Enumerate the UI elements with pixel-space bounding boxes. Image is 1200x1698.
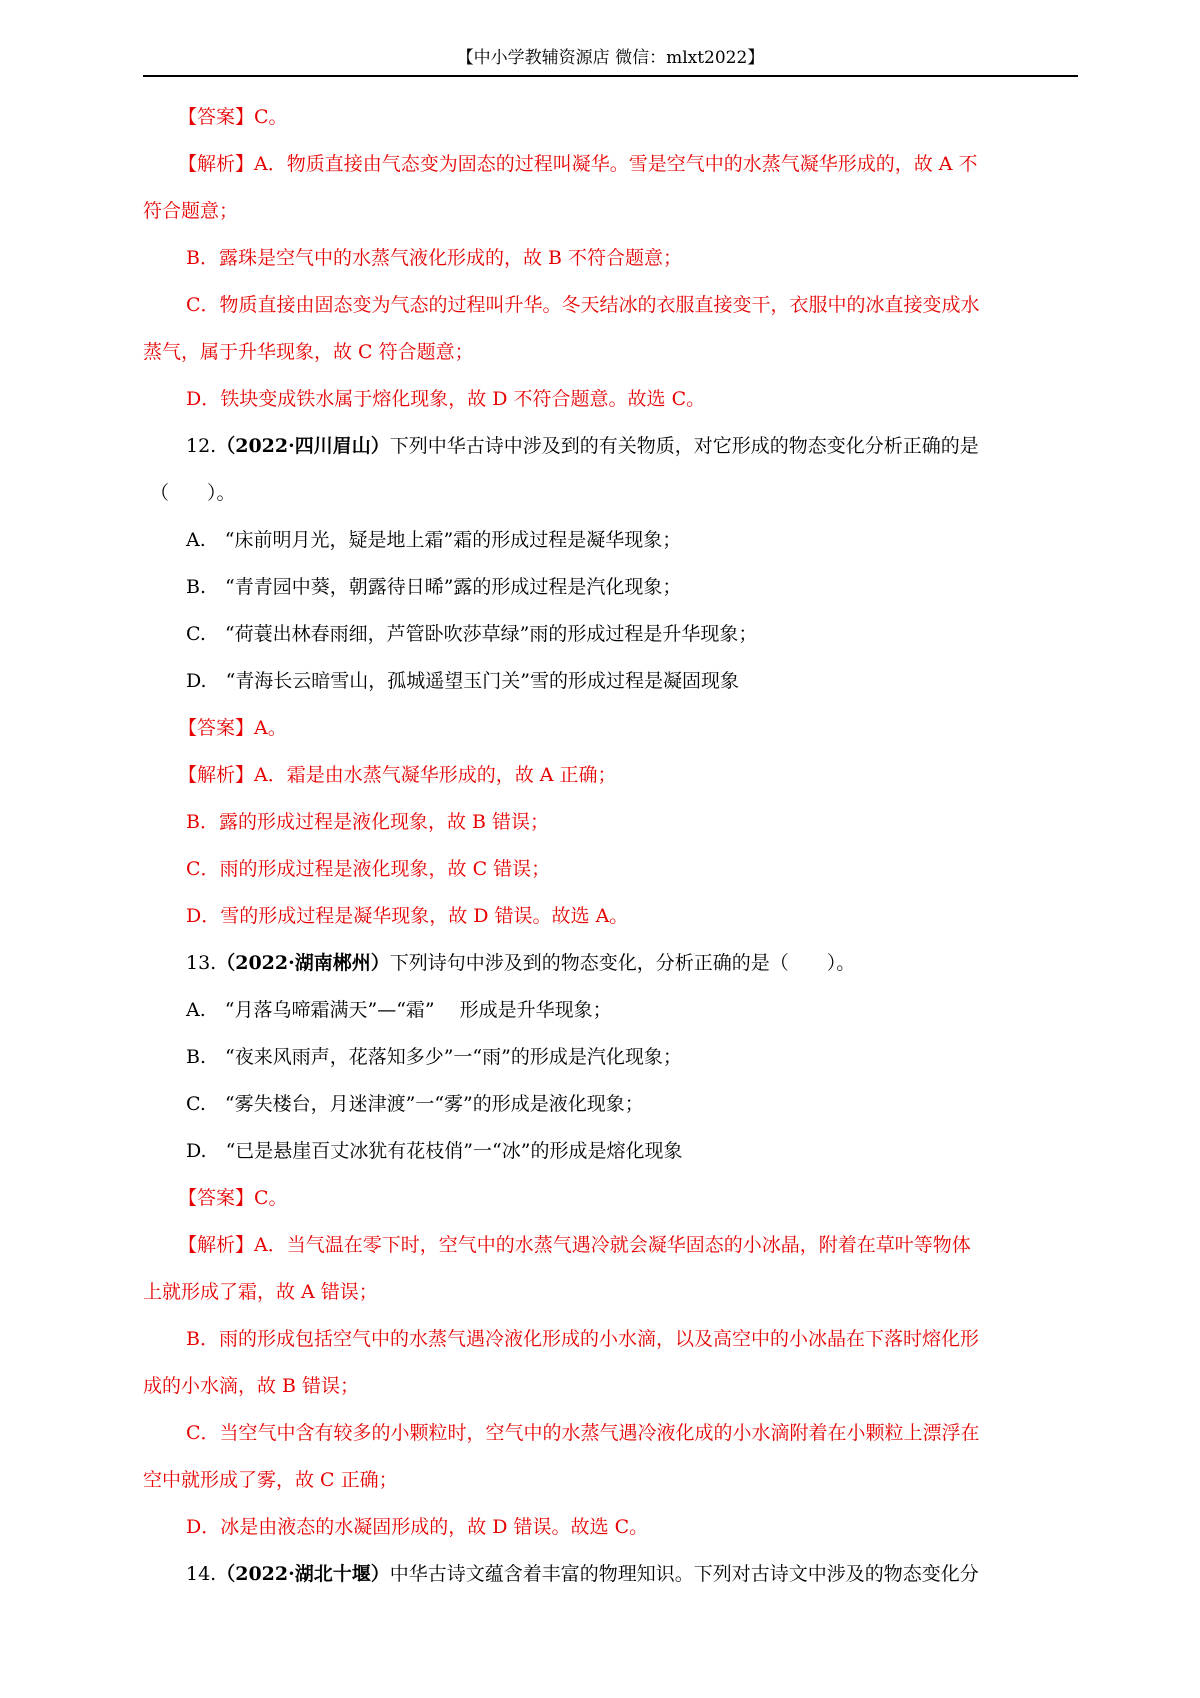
- header-divider: [143, 75, 1078, 77]
- question-line: [186, 1561, 979, 1587]
- answer-line: [178, 762, 617, 788]
- answer-line: [143, 1467, 398, 1493]
- text-line: [186, 1138, 682, 1164]
- answer-line: [186, 292, 980, 318]
- line-text: A. “床前明月光，疑是地上霜”霜的形成过程是凝华现象；: [186, 529, 682, 551]
- line-text: B．雨的形成包括空气中的水蒸气遇冷液化形成的小水滴，以及高空中的小冰晶在下落时熔化形: [186, 1328, 979, 1350]
- line-text: 空中就形成了雾，故 C 正确；: [143, 1469, 398, 1491]
- line-text: 14.: [186, 1563, 217, 1585]
- text-line: [150, 480, 236, 506]
- question-source: （2022·湖南郴州）: [216, 952, 390, 974]
- text-line: [186, 621, 757, 647]
- text-line: [186, 997, 612, 1023]
- line-text: 【解析】A．当气温在零下时，空气中的水蒸气遇冷就会凝华固态的小冰晶，附着在草叶等物体: [178, 1234, 971, 1256]
- line-text: C．雨的形成过程是液化现象，故 C 错误；: [186, 858, 551, 880]
- page-header: 【中小学教辅资源店 微信：mlxt2022】: [456, 48, 765, 68]
- line-text: B. “夜来风雨声，花落知多少”一“雨”的形成是汽化现象；: [186, 1046, 682, 1068]
- answer-line: [186, 1326, 979, 1352]
- line-text: C．当空气中含有较多的小颗粒时，空气中的水蒸气遇冷液化成的小水滴附着在小颗粒上漂浮在: [186, 1422, 980, 1444]
- answer-line: [143, 339, 474, 365]
- answer-line: [178, 715, 287, 741]
- answer-line: [186, 245, 682, 271]
- text-line: [186, 668, 739, 694]
- question-text: 下列诗句中涉及到的物态变化，分析正确的是（ ）。: [389, 952, 856, 974]
- question-source: （2022·湖北十堰）: [216, 1563, 390, 1585]
- line-text: 【解析】A．物质直接由气态变为固态的过程叫凝华。雪是空气中的水蒸气凝华形成的，故 A 不: [178, 153, 978, 175]
- line-text: 13.: [186, 952, 217, 974]
- line-text: 【答案】C。: [178, 106, 288, 128]
- text-line: [186, 527, 681, 553]
- line-text: C．物质直接由固态变为气态的过程叫升华。冬天结冰的衣服直接变干，衣服中的冰直接变成水: [186, 294, 980, 316]
- answer-line: [143, 1279, 378, 1305]
- line-text: 蒸气，属于升华现象，故 C 符合题意；: [143, 341, 474, 363]
- question-line: [186, 950, 855, 976]
- answer-line: [186, 809, 549, 835]
- answer-line: [186, 856, 550, 882]
- answer-line: [143, 1373, 359, 1399]
- line-text: D. “已是悬崖百丈冰犹有花枝俏”一“冰”的形成是熔化现象: [186, 1140, 683, 1162]
- line-text: （ ）。: [150, 482, 236, 504]
- line-text: D．冰是由液态的水凝固形成的，故 D 错误。故选 C。: [186, 1516, 649, 1538]
- line-text: 12.: [186, 435, 217, 457]
- question-source: （2022·四川眉山）: [216, 435, 390, 457]
- answer-line: [178, 1232, 971, 1258]
- line-text: C. “荷蓑出林春雨细，芦管卧吹莎草绿”雨的形成过程是升华现象；: [186, 623, 758, 645]
- text-line: [186, 1044, 682, 1070]
- text-line: [186, 1091, 644, 1117]
- answer-line: [178, 104, 288, 130]
- line-text: D. “青海长云暗雪山，孤城遥望玉门关”雪的形成过程是凝固现象: [186, 670, 740, 692]
- line-text: C. “雾失楼台，月迷津渡”一“雾”的形成是液化现象；: [186, 1093, 644, 1115]
- line-text: 成的小水滴，故 B 错误；: [143, 1375, 360, 1397]
- line-text: A. “月落乌啼霜满天”—“霜” 形成是升华现象；: [186, 999, 612, 1021]
- line-text: 【答案】A。: [178, 717, 287, 739]
- text-line: [186, 574, 681, 600]
- line-text: 【答案】C。: [178, 1187, 288, 1209]
- answer-line: [186, 1420, 980, 1446]
- line-text: D．雪的形成过程是凝华现象，故 D 错误。故选 A。: [186, 905, 629, 927]
- question-line: [186, 433, 979, 459]
- line-text: B．露珠是空气中的水蒸气液化形成的，故 B 不符合题意；: [186, 247, 683, 269]
- line-text: 【解析】A．霜是由水蒸气凝华形成的，故 A 正确；: [178, 764, 617, 786]
- line-text: D．铁块变成铁水属于熔化现象，故 D 不符合题意。故选 C。: [186, 388, 706, 410]
- line-text: 上就形成了霜，故 A 错误；: [143, 1281, 378, 1303]
- answer-line: [186, 386, 705, 412]
- line-text: B．露的形成过程是液化现象，故 B 错误；: [186, 811, 550, 833]
- answer-line: [143, 198, 238, 224]
- answer-line: [186, 1514, 648, 1540]
- line-text: B. “青青园中葵，朝露待日晞”露的形成过程是汽化现象；: [186, 576, 682, 598]
- question-text: 下列中华古诗中涉及到的有关物质，对它形成的物态变化分析正确的是: [389, 435, 979, 457]
- answer-line: [186, 903, 628, 929]
- line-text: 符合题意；: [143, 200, 239, 222]
- question-text: 中华古诗文蕴含着丰富的物理知识。下列对古诗文中涉及的物态变化分: [389, 1563, 979, 1585]
- answer-line: [178, 151, 978, 177]
- answer-line: [178, 1185, 288, 1211]
